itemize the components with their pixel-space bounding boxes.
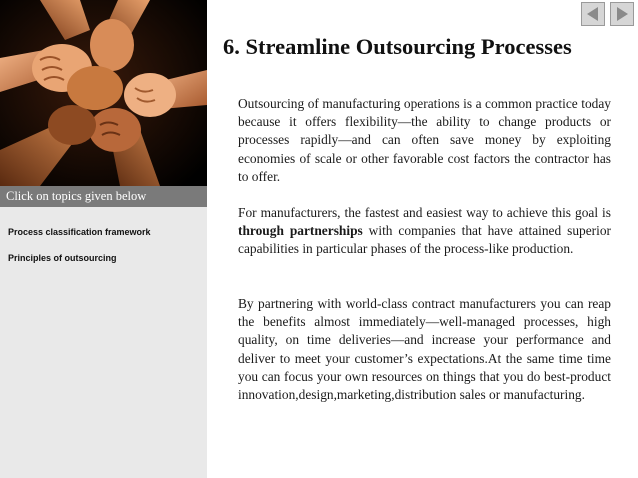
next-slide-button[interactable] [610, 2, 634, 26]
hands-photo [0, 0, 207, 186]
paragraph-2-text-start: For manufacturers, the fastest and easiest way to achieve this goal is [238, 205, 611, 220]
triangle-left-icon [582, 3, 604, 25]
paragraph-2-text-end: with companies that have attained superior capabilities in particular phases of the process-like production. [238, 223, 611, 257]
paragraph-2-bold-phrase: through partnerships [238, 223, 363, 239]
sidebar [0, 0, 207, 478]
triangle-right-icon [611, 3, 633, 25]
prev-slide-button[interactable] [581, 2, 605, 26]
topic-link-process-classification[interactable]: Process classification framework [8, 227, 151, 237]
topics-header: Click on topics given below [0, 186, 207, 207]
hands-illustration [0, 0, 207, 186]
topic-link-principles-of-outsourcing[interactable]: Principles of outsourcing [8, 253, 117, 263]
paragraph-1: Outsourcing of manufacturing operations is a common practice today because it offers flexibility—the ability to change products or processes rapidly—and can often save money by exploiting economies of scale or other favorable cost factors the contractor has to offer. [238, 96, 611, 184]
paragraph-2 [238, 204, 611, 259]
paragraph-3: By partnering with world-class contract manufacturers you can reap the benefits almost immediately—well-managed processes, high quality, on time deliveries—and increase your performance and deliver to meet your customer’s expectations.At the same time time you can focus your own resources on things that you do best-product innovation,design,marketing,distribution sales or manufacturing. [238, 296, 611, 403]
slide-title: 6. Streamline Outsourcing Processes [223, 34, 572, 59]
